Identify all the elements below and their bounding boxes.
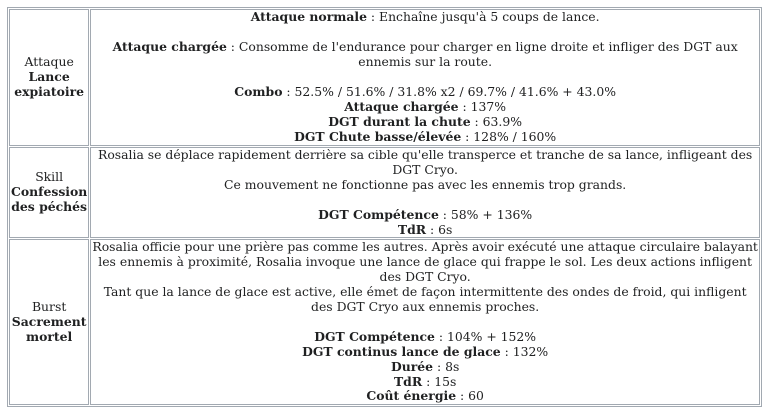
stat-line [92, 130, 758, 145]
separator: : [434, 328, 447, 344]
skill-type: Skill [35, 169, 64, 185]
skill-description-cell [90, 9, 760, 146]
separator: : [461, 128, 474, 144]
separator: : [500, 343, 513, 359]
skill-name-line: Sacrement [11, 313, 87, 329]
skill-label-cell [9, 9, 89, 146]
description-paragraph: Tant que la lance de glace est active, elle émet de façon intermittente des ondes de froid, qui infligent des DGT Cryo aux ennemis proches. [103, 284, 747, 315]
stat-line [92, 115, 758, 130]
separator: : [426, 221, 439, 237]
skill-label-cell [9, 147, 89, 238]
stat-label: DGT Compétence [314, 328, 435, 344]
skill-name-line: des péchés [11, 199, 88, 215]
stat-line [92, 375, 758, 390]
stat-value: 128% / 160% [473, 128, 557, 144]
stat-line [92, 330, 758, 345]
separator: : [422, 373, 435, 389]
skill-name-line: expiatoire [14, 83, 85, 99]
description-text: Consomme de l'endurance pour charger en ligne droite et infliger des DGT aux ennemis sur la route. [238, 39, 738, 70]
table-row-skill [9, 147, 760, 238]
table-row-attack [9, 9, 760, 146]
stat-line [92, 360, 758, 375]
stat-value: 60 [468, 388, 484, 404]
separator: : [366, 9, 380, 25]
stat-value: 6s [438, 221, 453, 237]
stat-label: TdR [393, 373, 423, 389]
stat-value: 58% + 136% [450, 206, 533, 222]
skill-type: Attaque [24, 54, 74, 70]
stat-value: 8s [445, 358, 460, 374]
stat-value: 15s [434, 373, 457, 389]
skill-name-line: mortel [26, 328, 73, 344]
separator: : [458, 98, 471, 114]
skill-label-cell [9, 239, 89, 405]
stat-label: Durée [390, 358, 434, 374]
separator: : [282, 83, 295, 99]
skill-description-cell [90, 147, 760, 238]
stat-line [92, 389, 758, 404]
skill-name-line: Lance [28, 69, 70, 85]
skill-description-cell [90, 239, 760, 405]
stat-label: Attaque chargée [344, 98, 459, 114]
stat-value: 104% + 152% [446, 328, 537, 344]
stat-label: DGT Chute basse/élevée [294, 128, 462, 144]
description-text: Enchaîne jusqu'à 5 coups de lance. [379, 9, 600, 25]
stat-label: Coût énergie [366, 388, 457, 404]
separator: : [438, 206, 451, 222]
separator: : [470, 113, 483, 129]
table-row-burst [9, 239, 760, 405]
stat-value: 137% [470, 98, 507, 114]
stat-value: 63.9% [482, 113, 523, 129]
description-paragraph: Rosalia officie pour une prière pas comme les autres. Après avoir exécuté une attaque circulaire balayant les ennemis à proximité, Rosalia invoque une lance de glace qui frappe le sol. Les deux actions infligent des DGT Cryo. [92, 239, 758, 285]
stat-line [92, 208, 758, 223]
description-line [92, 10, 758, 25]
separator: : [433, 358, 446, 374]
stat-line [92, 345, 758, 360]
description-line [92, 40, 758, 70]
stat-label: Combo [234, 83, 283, 99]
description-paragraph: Ce mouvement ne fonctionne pas avec les ennemis trop grands. [224, 176, 627, 192]
stat-line [92, 223, 758, 238]
description-label: Attaque chargée [112, 39, 227, 55]
stat-label: DGT durant la chute [328, 113, 471, 129]
skill-name-line: Confession [11, 184, 88, 200]
stat-label: TdR [397, 221, 427, 237]
stat-label: DGT Compétence [318, 206, 439, 222]
separator: : [226, 39, 239, 55]
skills-table [7, 7, 762, 407]
stat-value: 52.5% / 51.6% / 31.8% x2 / 69.7% / 41.6% + 43.0% [294, 83, 616, 99]
stat-line [92, 85, 758, 100]
separator: : [456, 388, 469, 404]
description-paragraph: Rosalia se déplace rapidement derrière sa cible qu'elle transperce et tranche de sa lance, infligeant des DGT Cryo. [98, 147, 753, 177]
stat-label: DGT continus lance de glace [302, 343, 501, 359]
stat-value: 132% [512, 343, 549, 359]
skill-type: Burst [31, 299, 67, 315]
stat-line [92, 100, 758, 115]
description-label: Attaque normale [250, 9, 367, 25]
